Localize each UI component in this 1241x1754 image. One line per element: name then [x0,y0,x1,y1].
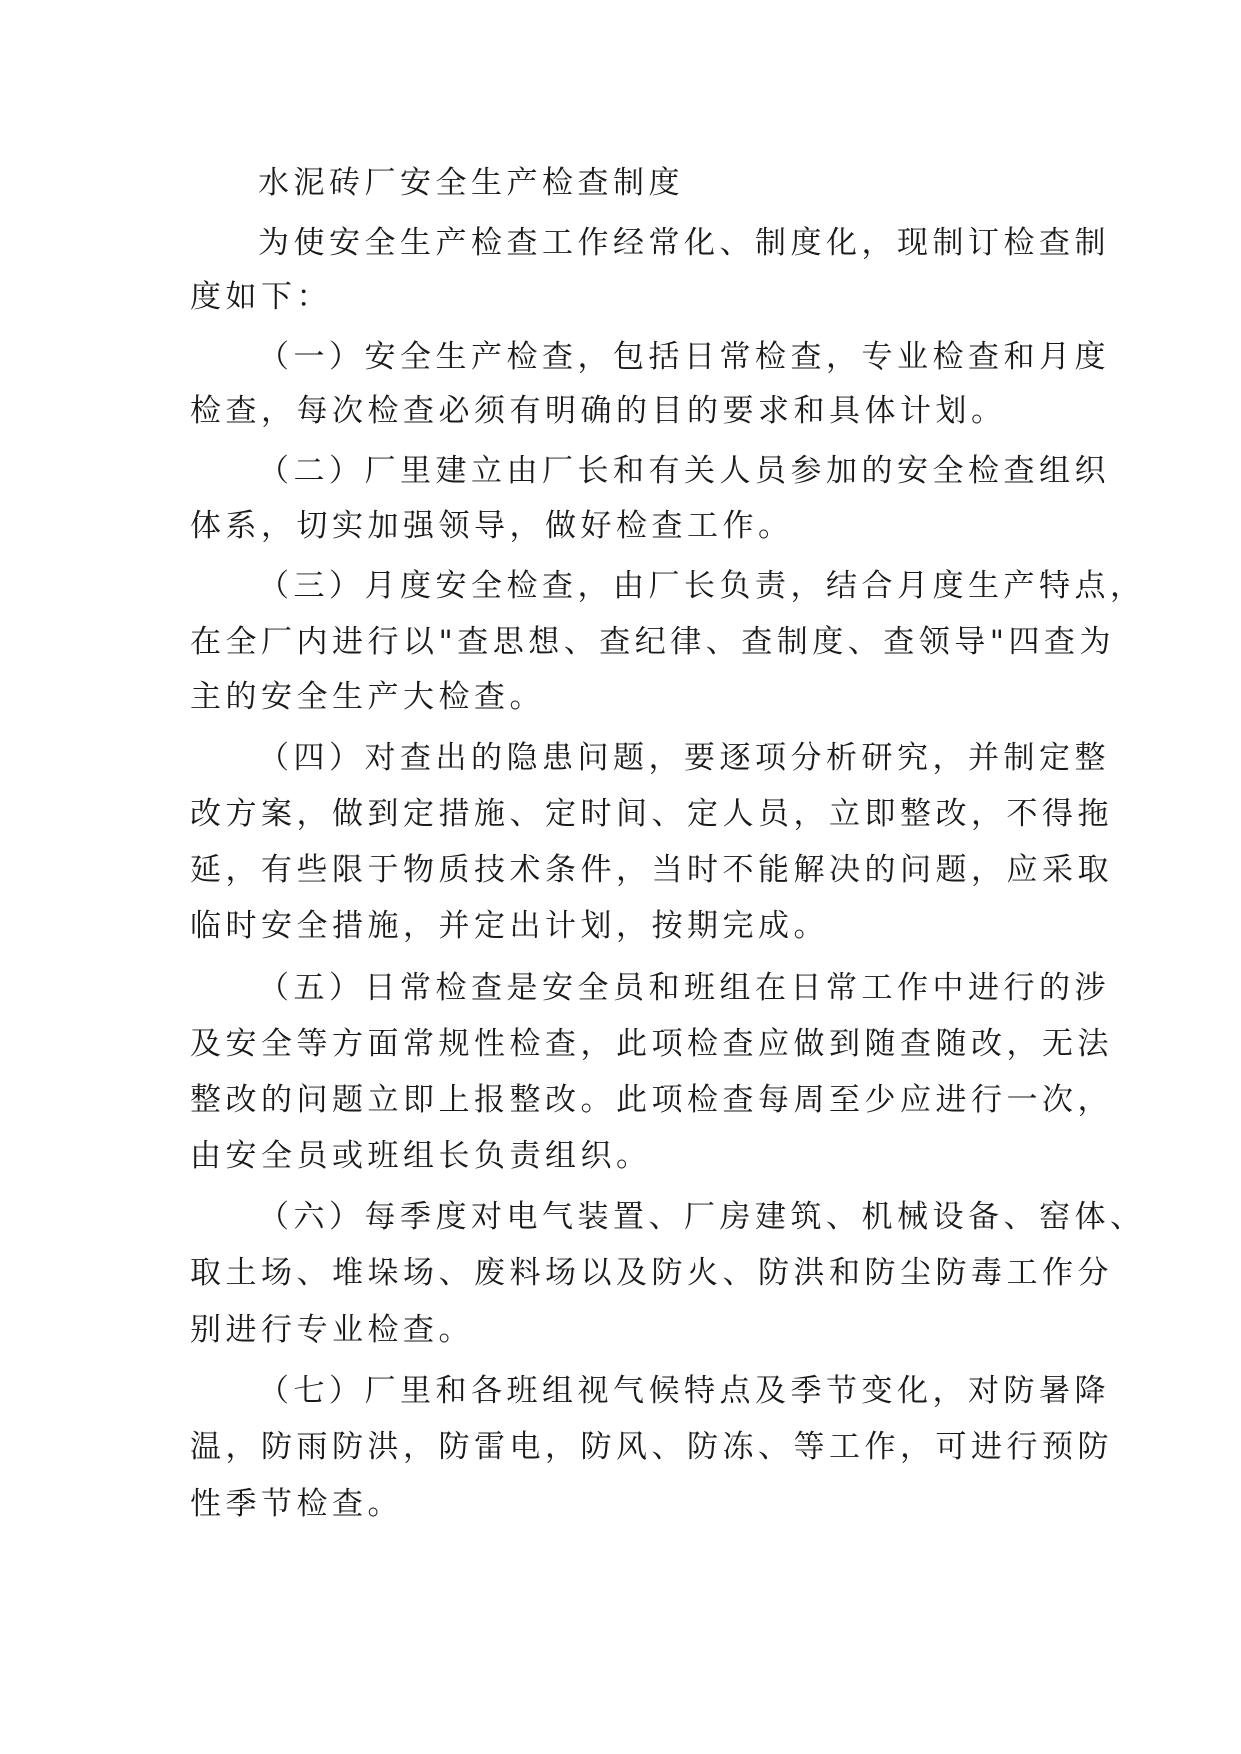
paragraph-line: 及安全等方面常规性检查，此项检查应做到随查随改，无法 [190,1026,1113,1062]
paragraph-line: 整改的问题立即上报整改。此项检查每周至少应进行一次， [190,1082,1113,1118]
paragraph-line: 别进行专业检查。 [190,1312,474,1348]
paragraph-line: （二）厂里建立由厂长和有关人员参加的安全检查组织 [258,453,1110,489]
paragraph-line: 性季节检查。 [190,1486,403,1522]
paragraph-line: 改方案，做到定措施、定时间、定人员，立即整改，不得拖 [190,796,1113,832]
paragraph-line: 临时安全措施，并定出计划，按期完成。 [190,908,829,944]
paragraph-line: 在全厂内进行以"查思想、查纪律、查制度、查领导"四查为 [190,624,1116,660]
paragraph-line: 体系，切实加强领导，做好检查工作。 [190,508,794,544]
paragraph-line: 取土场、堆垛场、废料场以及防火、防洪和防尘防毒工作分 [190,1255,1113,1291]
paragraph-line: （六）每季度对电气装置、厂房建筑、机械设备、窑体、 [258,1199,1146,1235]
paragraph-line: （七）厂里和各班组视气候特点及季节变化，对防暑降 [258,1373,1110,1409]
document-title: 水泥砖厂安全生产检查制度 [258,165,684,201]
paragraph-line: （三）月度安全检查，由厂长负责，结合月度生产特点， [258,568,1146,604]
paragraph-line: 度如下： [190,279,332,315]
paragraph-line: 检查，每次检查必须有明确的目的要求和具体计划。 [190,393,1007,429]
paragraph-line: （五）日常检查是安全员和班组在日常工作中进行的涉 [258,970,1110,1006]
paragraph-line: 主的安全生产大检查。 [190,679,545,715]
paragraph-line: 温，防雨防洪，防雷电，防风、防冻、等工作，可进行预防 [190,1429,1113,1465]
paragraph-line: 由安全员或班组长负责组织。 [190,1138,652,1174]
paragraph-line: 为使安全生产检查工作经常化、制度化，现制订检查制 [258,225,1110,261]
paragraph-line: （一）安全生产检查，包括日常检查，专业检查和月度 [258,339,1110,375]
paragraph-line: 延，有些限于物质技术条件，当时不能解决的问题，应采取 [190,852,1113,888]
paragraph-line: （四）对查出的隐患问题，要逐项分析研究，并制定整 [258,740,1110,776]
